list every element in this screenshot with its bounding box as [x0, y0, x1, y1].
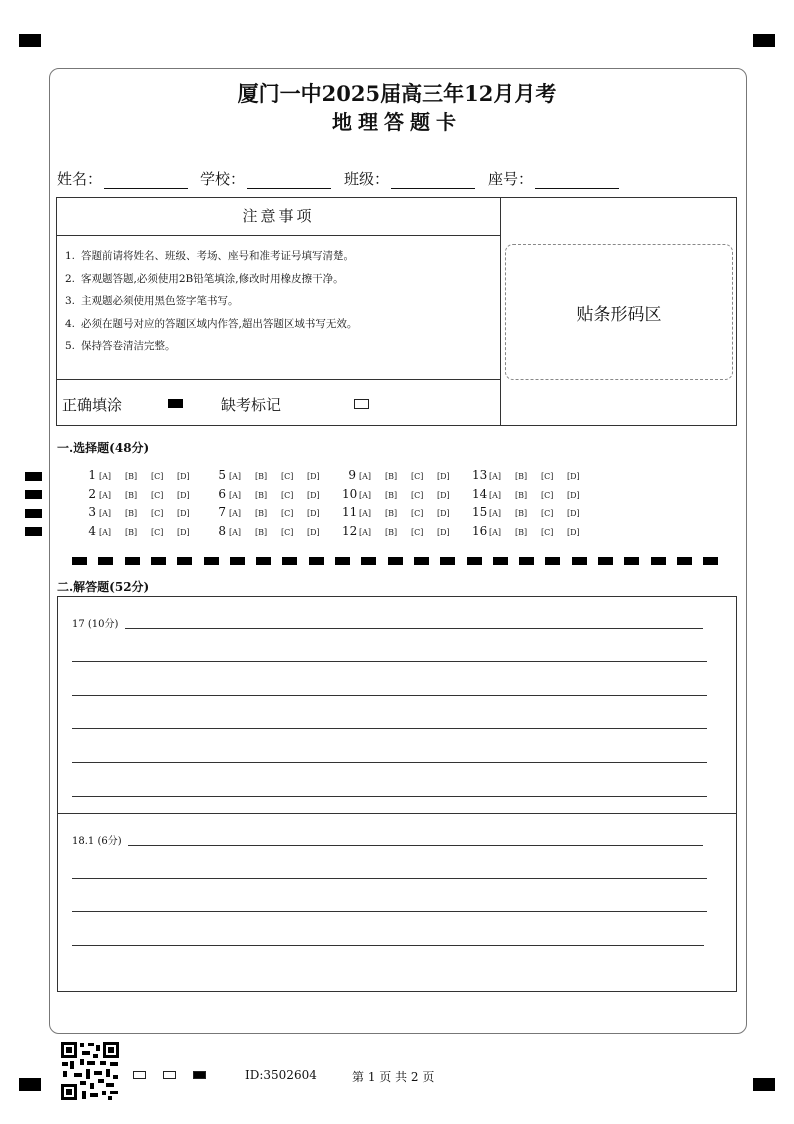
mc-group [212, 468, 333, 542]
mc-question-row [82, 468, 203, 487]
mc-question-row [82, 524, 203, 543]
answer-bubble[interactable]: [C] [411, 472, 424, 481]
answer-line [72, 661, 707, 662]
timing-mark [572, 557, 587, 565]
answer-bubble[interactable]: [D] [567, 472, 580, 481]
answer-bubble[interactable]: [C] [151, 490, 164, 500]
answer-bubble[interactable]: [A] [229, 490, 242, 500]
mc-group [82, 468, 203, 542]
sheet-id: ID:3502604 [245, 1068, 317, 1082]
answer-bubble[interactable]: [A] [359, 472, 372, 481]
answer-bubble[interactable]: [D] [307, 527, 320, 537]
answer-bubble[interactable]: [D] [567, 509, 580, 518]
timing-mark [177, 557, 192, 565]
timing-mark [598, 557, 613, 565]
answer-bubble[interactable]: [B] [515, 490, 528, 500]
question-number: 1 [88, 468, 96, 482]
answer-bubble[interactable]: [B] [515, 527, 528, 537]
answer-bubble[interactable]: [A] [489, 509, 502, 518]
timing-mark [204, 557, 219, 565]
timing-mark [624, 557, 639, 565]
correct-fill-label: 正确填涂 [62, 396, 123, 414]
answer-bubble[interactable]: [D] [437, 527, 450, 537]
timing-mark [361, 557, 376, 565]
question-number: 14 [472, 486, 488, 501]
answer-bubble[interactable]: [D] [307, 490, 320, 500]
answer-bubble[interactable]: [C] [151, 472, 164, 481]
timing-mark [309, 557, 324, 565]
timing-mark [151, 557, 166, 565]
mc-question-row [212, 505, 333, 524]
seat-field[interactable] [488, 168, 619, 189]
timing-mark [125, 557, 140, 565]
footer-checkbox[interactable] [133, 1071, 146, 1079]
answer-bubble[interactable]: [D] [177, 472, 190, 481]
corner-mark-top-left [19, 34, 41, 47]
class-label: 班级： [344, 170, 390, 188]
notice-title: 注意事项 [57, 198, 500, 236]
q17-label: 17 (10分) [72, 619, 119, 630]
notice-list [65, 248, 357, 361]
answer-bubble[interactable]: [A] [229, 472, 242, 481]
timing-mark [493, 557, 508, 565]
answer-bubble[interactable]: [D] [177, 490, 190, 500]
answer-line [72, 695, 707, 696]
timing-mark [651, 557, 666, 565]
fill-legend [57, 379, 500, 426]
answer-bubble[interactable]: [D] [177, 527, 190, 537]
answer-bubble[interactable]: [C] [151, 527, 164, 537]
question-number: 16 [472, 523, 488, 538]
mc-group [342, 468, 463, 542]
timing-mark [72, 557, 87, 565]
answer-bubble[interactable]: [D] [567, 490, 580, 500]
answer-bubble[interactable]: [A] [99, 509, 112, 518]
mc-question-row [212, 487, 333, 506]
timing-mark [467, 557, 482, 565]
answer-bubble[interactable]: [B] [125, 509, 138, 518]
answer-bubble[interactable]: [C] [281, 509, 294, 518]
mc-question-row [82, 487, 203, 506]
qr-code [60, 1041, 120, 1101]
answer-line [72, 878, 707, 879]
answer-bubble[interactable]: [B] [515, 509, 528, 518]
answer-bubble[interactable]: [B] [125, 490, 138, 500]
footer-filled-box [193, 1071, 206, 1079]
corner-mark-top-right [753, 34, 775, 47]
barcode-area [505, 244, 733, 380]
answer-line [125, 628, 703, 629]
answer-bubble[interactable]: [A] [359, 490, 372, 500]
answer-line [128, 845, 703, 846]
corner-mark-bottom-right [753, 1078, 775, 1091]
answer-bubble[interactable]: [B] [125, 527, 138, 537]
mc-question-row [342, 468, 463, 487]
question-number: 3 [88, 505, 96, 519]
answer-bubble[interactable]: [D] [437, 472, 450, 481]
answer-line [72, 796, 707, 797]
answer-bubble[interactable]: [B] [385, 509, 398, 518]
timing-mark [440, 557, 455, 565]
timing-mark [388, 557, 403, 565]
timing-mark [256, 557, 271, 565]
answer-bubble[interactable]: [B] [255, 490, 268, 500]
mc-question-row [212, 468, 333, 487]
question-number: 10 [342, 486, 358, 501]
question-number: 4 [88, 523, 96, 538]
answer-bubble[interactable]: [C] [541, 509, 554, 518]
timing-mark [25, 527, 42, 536]
corner-mark-bottom-left [19, 1078, 41, 1091]
timing-mark [414, 557, 429, 565]
answer-bubble[interactable]: [C] [411, 490, 424, 500]
timing-mark [703, 557, 718, 565]
section1-title: 一.选择题(48分) [57, 441, 150, 455]
answer-line [72, 945, 704, 946]
correct-fill-sample [168, 399, 183, 408]
answer-bubble[interactable]: [C] [411, 509, 424, 518]
answer-bubble[interactable]: [C] [281, 490, 294, 500]
name-field[interactable] [57, 168, 188, 189]
answer-bubble[interactable]: [C] [281, 527, 294, 537]
answer-bubble[interactable]: [B] [385, 490, 398, 500]
mc-question-row [472, 505, 593, 524]
section2-title: 二.解答题(52分) [57, 580, 150, 594]
question-number: 11 [342, 505, 358, 519]
answer-bubble[interactable]: [B] [385, 472, 398, 481]
answer-line [72, 762, 707, 763]
question-number: 8 [218, 523, 226, 538]
answer-bubble[interactable]: [D] [437, 490, 450, 500]
mc-group [472, 468, 593, 542]
mc-question-row [472, 524, 593, 543]
notice-item: 2. 客观题答题,必须使用2B铅笔填涂,修改时用橡皮擦干净。 [65, 272, 344, 285]
answer-bubble[interactable]: [C] [151, 509, 164, 518]
question-number: 5 [218, 468, 226, 482]
answer-bubble[interactable]: [D] [307, 509, 320, 518]
timing-mark [335, 557, 350, 565]
question-number: 2 [88, 486, 96, 501]
mc-question-row [342, 487, 463, 506]
footer-checkbox[interactable] [163, 1071, 176, 1079]
answer-line [72, 911, 707, 912]
question-number: 9 [348, 468, 356, 482]
answer-bubble[interactable]: [B] [255, 527, 268, 537]
notice-item: 5. 保持答卷清洁完整。 [65, 340, 176, 352]
answer-bubble[interactable]: [A] [359, 527, 372, 537]
answer-bubble[interactable]: [C] [281, 472, 294, 481]
answer-bubble[interactable]: [C] [541, 472, 554, 481]
exam-title: 厦门一中2025届高三年12月月考 [237, 81, 557, 106]
answer-bubble[interactable]: [B] [255, 472, 268, 481]
answer-bubble[interactable]: [D] [437, 509, 450, 518]
school-field[interactable] [200, 168, 331, 189]
timing-mark [282, 557, 297, 565]
class-field[interactable] [344, 168, 475, 189]
mc-question-row [82, 505, 203, 524]
answer-bubble[interactable]: [D] [307, 472, 320, 481]
answer-bubble[interactable]: [B] [255, 509, 268, 518]
answer-bubble[interactable]: [B] [125, 472, 138, 481]
timing-mark [25, 509, 42, 518]
seat-label: 座号： [488, 170, 534, 188]
answer-bubble[interactable]: [A] [489, 527, 502, 537]
mc-question-row [342, 505, 463, 524]
timing-mark [677, 557, 692, 565]
answer-bubble[interactable]: [B] [385, 527, 398, 537]
subject-title: 地理答题卡 [332, 110, 462, 134]
answer-bubble[interactable]: [D] [567, 527, 580, 537]
answer-bubble[interactable]: [C] [541, 527, 554, 537]
question-number: 7 [218, 505, 226, 519]
mc-question-row [342, 524, 463, 543]
answer-bubble[interactable]: [A] [99, 490, 112, 500]
question-number: 15 [472, 505, 488, 519]
answer-bubble[interactable]: [B] [515, 472, 528, 481]
barcode-label: 贴条形码区 [576, 304, 662, 325]
answer-bubble[interactable]: [A] [229, 509, 242, 518]
notice-item: 3. 主观题必须使用黑色签字笔书写。 [65, 295, 239, 307]
answer-bubble[interactable]: [A] [99, 527, 112, 537]
q18-label: 18.1 (6分) [72, 836, 122, 847]
answer-bubble[interactable]: [D] [177, 509, 190, 518]
question-number: 13 [472, 468, 488, 482]
notice-panel [57, 198, 501, 425]
answer-bubble[interactable]: [C] [541, 490, 554, 500]
mc-question-row [472, 468, 593, 487]
name-label: 姓名： [57, 170, 103, 188]
absent-mark-checkbox[interactable] [354, 399, 369, 409]
notice-box [56, 197, 737, 426]
question-number: 12 [342, 523, 358, 538]
answer-bubble[interactable]: [C] [411, 527, 424, 537]
notice-item: 1. 答题前请将姓名、班级、考场、座号和准考证号填写清楚。 [65, 250, 354, 262]
timing-mark [98, 557, 113, 565]
timing-mark [519, 557, 534, 565]
mc-question-row [472, 487, 593, 506]
answer-bubble[interactable]: [A] [359, 509, 372, 518]
answer-bubble[interactable]: [A] [99, 472, 112, 481]
notice-item: 4. 必须在题号对应的答题区域内作答,超出答题区域书写无效。 [65, 317, 358, 330]
answer-bubble[interactable]: [A] [489, 490, 502, 500]
timing-mark [545, 557, 560, 565]
q18-answer-area[interactable] [57, 813, 737, 992]
answer-bubble[interactable]: [A] [489, 472, 502, 481]
timing-mark [25, 490, 42, 499]
question-number: 6 [218, 486, 226, 501]
page-number: 第 1 页 共 2 页 [352, 1070, 435, 1084]
timing-mark [230, 557, 245, 565]
answer-bubble[interactable]: [A] [229, 527, 242, 537]
answer-line [72, 728, 707, 729]
mc-question-row [212, 524, 333, 543]
absent-mark-label: 缺考标记 [221, 396, 282, 414]
school-label: 学校： [200, 170, 246, 188]
timing-mark [25, 472, 42, 481]
